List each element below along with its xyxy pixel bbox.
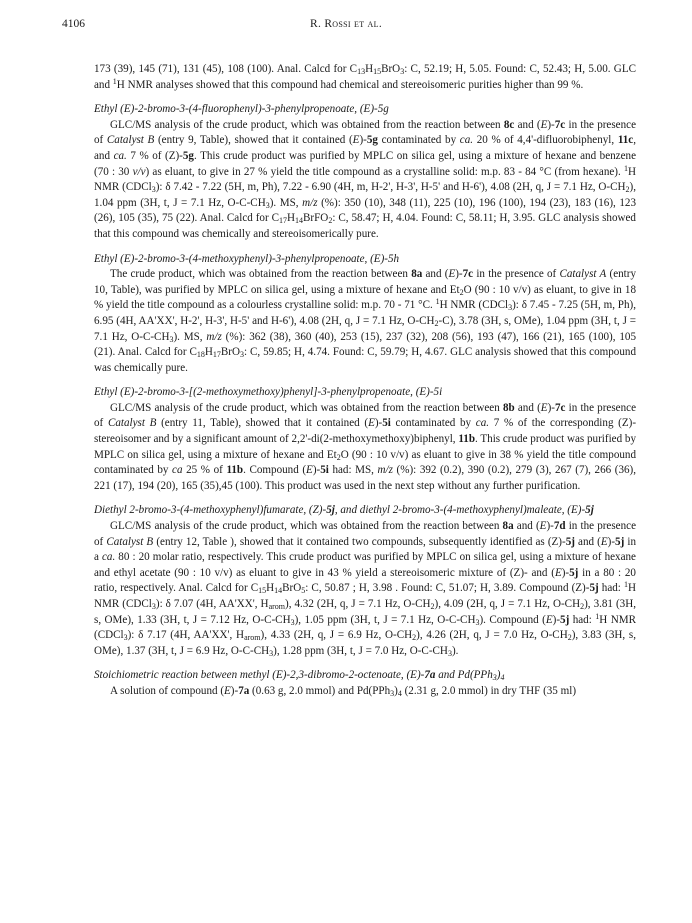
section-title-5g: Ethyl (E)-2-bromo-3-(4-fluorophenyl)-3-phenylpropenoate, (E)-5g <box>94 103 389 116</box>
section-title-5i: Ethyl (E)-2-bromo-3-[(2-methoxymethoxy)phenyl]-3-phenylpropenoate, (E)-5i <box>94 386 443 399</box>
paragraph-5g: GLC/MS analysis of the crude product, which was obtained from the reaction between 8c and (E)-7c in the presence of Catalyst B (entry 9, Table), showed that it contained (E)-5g contaminated by ca. 20 % of 4,4'-difluorobiphenyl, 11c, and ca. 7 % of (Z)-5g. This crude product was purified by MPLC on silica gel, using a mixture of hexane and benzene (70 : 30 v/v) as eluant, to give in 27 % yield the title compound as a crystalline solid: m.p. 83 - 84 °C (from hexane). $^1$H NMR (CDCl$_3$): δ 7.42 - 7.22 (5H, m, Ph), 7.22 - 6.90 (4H, m, H-2', H-3', H-5' and H-6'), 4.08 (2H, q, J = 7.1 Hz, $O-CH_2$), 1.04 ppm (3H, t, J = 7.1 Hz, $O-C-CH_3$). MS, m/z (%): 350 (10), 348 (11), 225 (10), 196 (100), 194 (23), 183 (16), 123 (26), 105 (35), 75 (22). Anal. Calcd for $C_{17}H_{14}BrFO_2$: C, 58.47; H, 4.04. Found: C, 58.11; H, 3.95. GLC analysis showed that this compound was chemically and stereoisomerically pure. <box>94 118 636 240</box>
paragraph-5h: The crude product, which was obtained from the reaction between 8a and (E)-7c in the presence of Catalyst A (entry 10, Table), was purified by MPLC on silica gel, using a mixture of hexane and $Et_2O$ (90 : 10 v/v) as eluant, to give in 18 % yield the title compound as a colourless crystalline solid: m.p. 70 - 71 °C. $^1$H NMR (CDCl$_3$): δ 7.45 - 7.25 (5H, m, Ph), 6.95 (4H, AA'XX', H-2', H-3', H-5' and H-6'), 4.08 (2H, q, J = 7.1 Hz, $O-CH_2-C$), 3.78 (3H, s, OMe), 1.04 ppm (3H, t, J = 7.1 Hz, $O-C-CH_3$). MS, m/z (%): 362 (38), 360 (40), 253 (15), 237 (32), 208 (56), 193 (47), 166 (21), 165 (100), 105 (21). Anal. Calcd for $C_{18}H_{17}BrO_3$: C, 59.85; H, 4.74. Found: C, 59.79; H, 4.67. GLC analysis showed that this compound was chemically pure. <box>94 268 637 374</box>
section-title-5h: Ethyl (E)-2-bromo-3-(4-methoxyphenyl)-3-phenylpropenoate, (E)-5h <box>94 252 400 265</box>
paragraph-stoichiometric: A solution of compound (E)-7a (0.63 g, 2.0 mmol) and $Pd(PPh_3)_4$ (2.31 g, 2.0 mmol) in dry THF (35 ml) <box>110 684 577 698</box>
article-body <box>94 62 636 700</box>
running-title <box>62 18 630 30</box>
page-header <box>62 18 630 36</box>
paragraph-5j: GLC/MS analysis of the crude product, which was obtained from the reaction between 8a and (E)-7d in the presence of Catalyst B (entry 12, Table ), showed that it contained two compounds, subsequently identified as (Z)-5j and (E)-5j in a ca. 80 : 20 molar ratio, respectively. This crude product was purified by MPLC on silica gel, using a mixture of hexane and ethyl acetate (90 : 10 v/v) as eluant to give in 43 % yield a stereoisomeric mixture of (Z)- and (E)-5j in a 80 : 20 ratio, respectively. Anal. Calcd for $C_{15}H_{14}BrO_5$: C, 50.87 ; H, 3.98 . Found: C, 51.07; H, 3.89. Compound (Z)-5j had: $^1$H NMR (CDCl$_3$): δ 7.07 (4H, AA'XX', $H_{arom}$), 4.32 (2H, q, J = 7.1 Hz, $O-CH_2$), 4.09 (2H, q, J = 7.1 Hz, $O-CH_2$), 3.81 (3H, s, OMe), 1.33 (3H, t, J = 7.12 Hz, $O-C-CH_3$), 1.05 ppm (3H, t, J = 7.1 Hz, $O-C-CH_3$). Compound (E)-5j had: $^1$H NMR (CDCl$_3$): δ 7.17 (4H, AA'XX', $H_{arom}$), 4.33 (2H, q, J = 6.9 Hz, $O-CH_2$), 4.26 (2H, q, J = 7.0 Hz, $O-CH_2$), 3.83 (3H, s, OMe), 1.37 (3H, t, J = 6.9 Hz, $O-C-CH_3$), 1.28 ppm (3H, t, J = 7.0 Hz, $O-C-CH_3$). <box>94 520 637 658</box>
section-title-5j: Diethyl 2-bromo-3-(4-methoxyphenyl)fumarate, (Z)-5j, and diethyl 2-bromo-3-(4-methoxyphenyl)maleate, (E)-5j <box>94 504 594 517</box>
page-number: 4106 <box>62 18 85 30</box>
section-title-stoichiometric: Stoichiometric reaction between methyl (E)-2,3-dibromo-2-octenoate, (E)-7a and $Pd(PPh_3)_4$ <box>94 669 505 683</box>
paragraph-5i: GLC/MS analysis of the crude product, which was obtained from the reaction between 8b and (E)-7c in the presence of Catalyst B (entry 11, Table), showed that it contained (E)-5i contaminated by ca. 7 % of the corresponding (Z)-stereoisomer and by a significant amount of 2,2'-di(2-methoxymethoxy)biphenyl, 11b. This crude product was purified by MPLC on silica gel, using a mixture of hexane and $Et_2O$ (90 : 10 v/v) as eluant to give in 38 % yield the title compound contaminated by ca 25 % of 11b. Compound (E)-5i had: MS, m/z (%): 392 (0.2), 390 (0.2), 279 (3), 267 (7), 266 (36), 221 (17), 194 (20), 165 (35),45 (100). This product was used in the next step without any further purification. <box>94 401 637 492</box>
running-title-text: R. Rossi et al. <box>310 18 382 30</box>
paragraph-continuation: 173 (39), 145 (71), 131 (45), 108 (100). Anal. Calcd for $C_{13}H_{15}BrO_3$: C, 52.19; H, 5.05. Found: C, 52.43; H, 5.00. GLC and $^1$H NMR analyses showed that this compound had chemical and stereoisomeric purities higher than 99 %. <box>94 63 636 91</box>
